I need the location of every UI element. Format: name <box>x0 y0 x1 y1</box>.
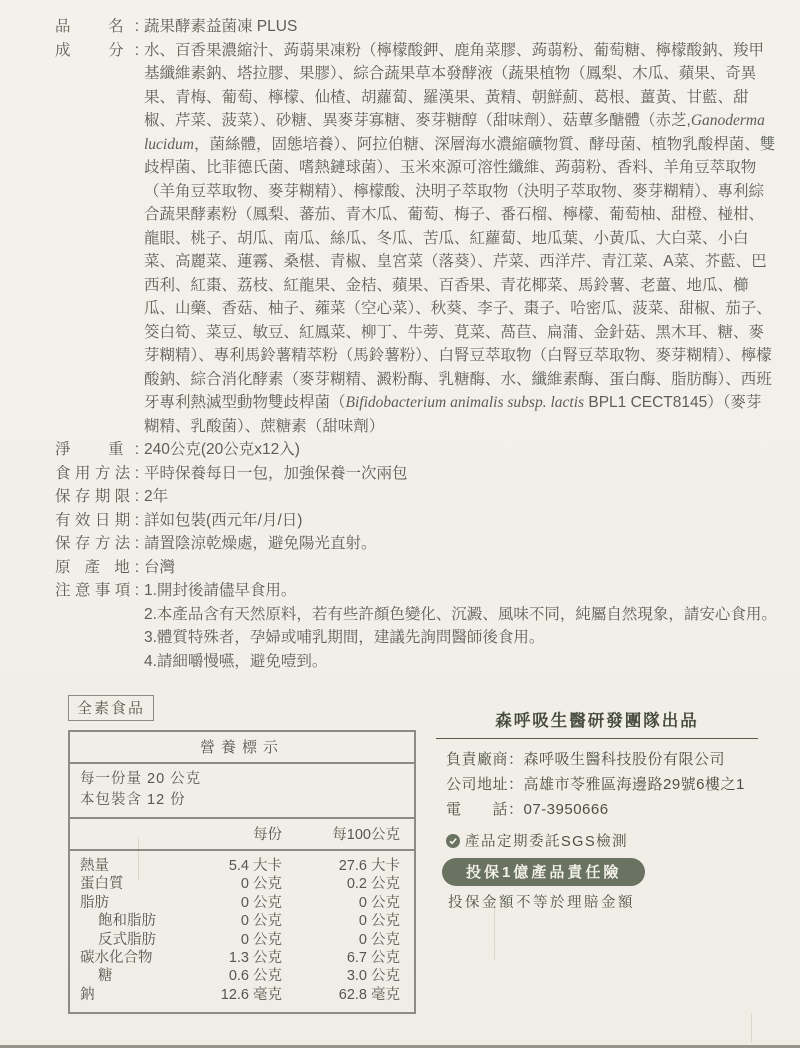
note-item: 2.本產品含有天然原料，若有些許顏色變化、沉澱、風味不同，純屬自然現象，請安心食用。 <box>144 605 777 623</box>
field-value <box>144 438 776 462</box>
nutrient-name: 鈉 <box>80 986 95 1003</box>
sgs-text: 產品定期委託SGS檢測 <box>465 834 629 850</box>
field-row <box>55 39 776 439</box>
note-item: 4.請細嚼慢嚥，避免噎到。 <box>144 652 328 670</box>
field-text: 2年 <box>144 488 169 505</box>
value-per-serving: 0 公克 <box>240 894 282 911</box>
field-value <box>144 509 776 533</box>
value-per-serving: 0.6 公克 <box>228 968 282 985</box>
nutrition-row <box>80 894 400 912</box>
field-value <box>144 485 776 509</box>
col-per-serving: 每份 <box>253 827 282 843</box>
value-per-serving: 12.6 毫克 <box>220 986 282 1003</box>
value-per-serving: 0 公克 <box>240 931 282 948</box>
latin-species-name: Ganoderma lucidum <box>144 112 765 153</box>
check-circle-icon <box>446 834 460 848</box>
notes-list <box>144 579 776 673</box>
bottom-section <box>55 695 776 1014</box>
field-label: 淨 重: <box>55 441 139 458</box>
latin-species-name: Bifidobacterium animalis subsp. lactis <box>345 394 585 411</box>
field-value <box>144 39 776 439</box>
field-label: 食用方法: <box>55 464 139 482</box>
nutrition-header <box>70 819 414 851</box>
value-per-100g: 0.2 公克 <box>346 876 400 893</box>
notes-row <box>55 579 776 673</box>
serving-size: 每一份量 20 公克 <box>80 771 202 787</box>
maker-info-line: 電 話：07-3950666 <box>446 801 609 818</box>
field-row <box>55 485 776 509</box>
field-row <box>55 509 776 533</box>
value-per-100g: 0 公克 <box>358 894 400 911</box>
maker-info-line: 負責廠商：森呼吸生醫科技股份有限公司 <box>446 751 726 768</box>
value-per-100g: 0 公克 <box>358 931 400 948</box>
nutrient-name: 碳水化合物 <box>80 950 153 967</box>
value-per-serving: 0 公克 <box>240 913 282 930</box>
nutrient-name: 飽和脂肪 <box>98 913 156 930</box>
nutrition-row <box>80 986 400 1004</box>
nutrition-row <box>80 931 400 949</box>
paper-fibre-mark <box>751 1013 752 1043</box>
nutrition-title: 營養標示 <box>70 732 414 764</box>
insurance-pill: 投保1億產品責任險 <box>442 858 645 886</box>
notes-label: 注意事項: <box>55 582 139 599</box>
nutrient-name: 糖 <box>98 968 113 985</box>
field-text: 240公克(20公克x12入) <box>144 441 300 458</box>
nutrition-column <box>68 695 416 1014</box>
field-row <box>55 532 776 556</box>
field-value <box>144 462 776 486</box>
field-row <box>55 556 776 580</box>
header-spacer <box>80 823 182 844</box>
maker-info-line: 公司地址：高雄市苓雅區海邊路29號6樓之1 <box>446 776 745 793</box>
nutrient-name: 反式脂肪 <box>98 931 156 948</box>
serving-info <box>70 764 414 819</box>
nutrition-row <box>80 875 400 893</box>
nutrient-name: 脂肪 <box>80 894 109 911</box>
nutrition-row <box>80 967 400 985</box>
field-row <box>55 462 776 486</box>
field-value <box>144 532 776 556</box>
field-label: 保存期限: <box>55 488 139 505</box>
field-label: 品 名: <box>55 18 139 35</box>
maker-info <box>436 747 758 822</box>
note-item: 1.開封後請儘早食用。 <box>144 582 297 599</box>
field-text: 請置陰涼乾燥處，避免陽光直射。 <box>144 535 377 552</box>
nutrition-row <box>80 857 400 875</box>
value-per-100g: 27.6 大卡 <box>338 858 400 874</box>
field-row <box>55 438 776 462</box>
field-text: 蔬果酵素益菌凍 PLUS <box>144 18 298 35</box>
value-per-serving: 0 公克 <box>240 876 282 893</box>
field-text: BPL1 CECT8145）（麥芽糊精、乳酸菌）、蔗糖素（甜味劑） <box>144 394 762 435</box>
nutrition-rows <box>70 851 414 1012</box>
value-per-100g: 0 公克 <box>358 913 400 930</box>
value-per-serving: 1.3 公克 <box>228 950 282 967</box>
col-per-100g: 每100公克 <box>332 827 400 843</box>
maker-divider <box>436 738 758 739</box>
field-value <box>144 556 776 580</box>
value-per-serving: 5.4 大卡 <box>228 858 282 874</box>
nutrient-name: 蛋白質 <box>80 876 124 893</box>
field-value <box>144 15 776 39</box>
value-per-100g: 6.7 公克 <box>346 950 400 967</box>
note-item: 3.體質特殊者，孕婦或哺乳期間，建議先詢問醫師後食用。 <box>144 629 545 646</box>
vegan-badge: 全素食品 <box>68 695 154 721</box>
field-text: 詳如包裝(西元年/月/日) <box>144 511 303 529</box>
field-text: ，菌絲體，固態培養）、阿拉伯糖、深層海水濃縮礦物質、酵母菌、植物乳酸桿菌、雙歧桿菌、比菲德氏菌、嗜熱鏈球菌）、玉米來源可溶性纖維、蒟蒻粉、香料、羊角豆萃取物（羊角豆萃取物、麥芽糊精）、檸檬酸、決明子萃取物（決明子萃取物、麥芽糊精）、專利綜合蔬果酵素粉（鳳梨、蕃茄、青木瓜、葡萄、梅子、番石榴、檸檬、葡萄柚、甜橙、椪柑、龍眼、桃子、胡瓜、南瓜、絲瓜、冬瓜、苦瓜、紅蘿蔔、地瓜葉、小黃瓜、大白菜、小白菜、高麗菜、蓮霧、桑椹、青椒、皇宮菜（落葵）、芹菜、西洋芹、青江菜、A菜、芥藍、巴西利、紅棗、荔枝、紅龍果、金桔、蘋果、百香果、青花椰菜、馬鈴薯、老薑、地瓜、櫛瓜、山藥、香菇、柚子、蕹菜（空心菜）、秋葵、李子、棗子、哈密瓜、菠菜、甜椒、茄子、筊白筍、菜豆、敏豆、紅鳳菜、柳丁、牛蒡、莧菜、萵苣、扁蒲、金針菇、黑木耳、糖、麥芽糊精）、專利馬鈴薯精萃粉（馬鈴薯粉）、白腎豆萃取物（白腎豆萃取物、麥芽糊精）、檸檬酸鈉、綜合消化酵素（麥芽糊精、澱粉酶、乳糖酶、水、纖維素酶、蛋白酶、脂肪酶）、西班牙專利熱滅型動物雙歧桿菌（ <box>144 135 776 411</box>
field-text: 水、百香果濃縮汁、蒟蒻果凍粉（檸檬酸鉀、鹿角菜膠、蒟蒻粉、葡萄糖、檸檬酸鈉、羧甲基纖維素鈉、塔拉膠、果膠）、綜合蔬果草本發酵液（蔬果植物（鳳梨、木瓜、蘋果、奇異果、青梅、葡萄、檸檬、仙楂、胡蘿蔔、羅漢果、黃精、朝鮮薊、葛根、薑黃、甘藍、甜椒、芹菜、菠菜）、砂糖、異麥芽寡糖、麥芽糖醇（甜味劑）、菇蕈多醣體（赤芝, <box>144 41 765 129</box>
servings-per-pack: 本包裝含 12 份 <box>80 792 186 808</box>
nutrition-row <box>80 949 400 967</box>
value-per-100g: 62.8 毫克 <box>338 986 400 1003</box>
value-per-100g: 3.0 公克 <box>346 968 400 985</box>
field-row <box>55 15 776 39</box>
field-label: 有效日期: <box>55 511 139 529</box>
field-label: 保存方法: <box>55 535 139 552</box>
nutrition-row <box>80 912 400 930</box>
insurance-note: 投保金額不等於理賠金額 <box>448 895 635 911</box>
field-label: 原 產 地: <box>55 558 139 576</box>
maker-panel <box>436 707 758 1014</box>
sgs-row <box>436 830 758 851</box>
product-fields <box>55 15 776 579</box>
field-text: 台灣 <box>144 558 176 576</box>
maker-title: 森呼吸生醫研發團隊出品 <box>495 712 699 730</box>
nutrition-table <box>68 730 416 1014</box>
field-label: 成 分: <box>55 41 139 59</box>
nutrient-name: 熱量 <box>80 858 109 874</box>
field-text: 平時保養每日一包，加強保養一次兩包 <box>144 464 408 482</box>
